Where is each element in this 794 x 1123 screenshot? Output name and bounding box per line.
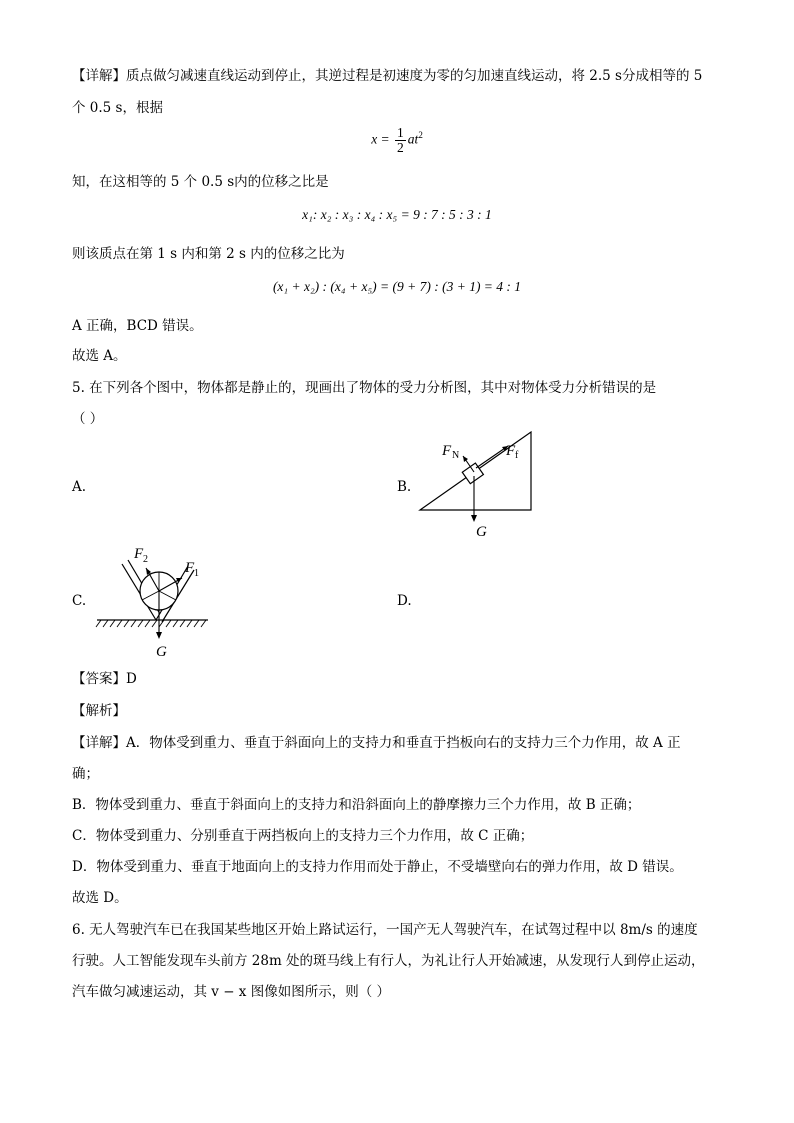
label-ff-sub: f [515,450,519,461]
q5-detail-b: B．物体受到重力、垂直于斜面向上的支持力和沿斜面向上的静摩擦力三个力作用，故 B 正确； [72,797,641,813]
q6-line3: 汽车做匀减速运动，其 v − x 图像如图所示，则（ ） [72,984,391,1000]
label-f1-sub: 1 [194,568,199,579]
q4-detail-line3: 知，在这相等的 5 个 0.5 s内的位移之比是 [72,174,329,190]
label-fn-sub: N [452,450,460,461]
q5-stem-line2: （ ） [72,411,104,427]
q6-line1: 6. 无人驾驶汽车已在我国某些地区开始上路试运行，一国产无人驾驶汽车，在试驾过程中以 8m/s 的速度 [72,922,698,938]
q5-detail-c: C．物体受到重力、分别垂直于两挡板向上的支持力三个力作用，故 C 正确； [72,828,534,844]
label-ff: F [506,443,516,459]
ground-hatching [96,620,206,627]
q4-detail-line1 [72,66,702,86]
option-c-label: C. [72,593,87,609]
q5-detail-a2: 确； [72,766,99,782]
block [462,463,483,484]
q4-detail-line5: A 正确，BCD 错误。 [72,318,203,334]
fraction-one-half: $\frac{1}{2}$ [397,125,404,155]
option-d-label: D. [397,593,412,609]
q5-conclusion: 故选 D。 [72,890,128,906]
label-g-b: G [476,524,487,540]
q5-detail-a1 [72,733,681,753]
detail-a-text: A．物体受到重力、垂直于斜面向上的支持力和垂直于挡板向右的支持力三个力作用，故 A 正 [126,735,681,751]
q5-answer [72,669,137,689]
q4-detail-line2: 个 0.5 s，根据 [72,100,163,116]
q5-analysis-tag: 【解析】 [72,703,126,719]
formula-displacement: x = $\frac{1}{2}$ $at^2$ [371,125,423,155]
q4-detail-line6: 故选 A。 [72,348,127,364]
label-g-c: G [156,644,167,660]
label-fn: F [442,443,452,459]
answer-value: D [126,671,137,687]
label-f1: F [185,560,195,576]
formula-ratio: x₁: x₂ : x₃ : x₄ : x₅ = 9 : 7 : 5 : 3 : 1 [302,207,492,222]
figure-c-ball [92,540,222,665]
option-b-label: B. [397,479,412,495]
q4-detail-line4: 则该质点在第 1 s 内和第 2 s 内的位移之比为 [72,246,345,262]
detail-tag: 【详解】 [72,735,126,751]
q5-stem-line1: 5. 在下列各个图中，物体都是静止的，现画出了物体的受力分析图，其中对物体受力分析错误的是 [72,380,657,396]
detail-text: 质点做匀减速直线运动到停止，其逆过程是初速度为零的匀加速直线运动，将 2.5 s分成相等的 5 [126,68,703,84]
label-f2-sub: 2 [143,554,148,565]
formula-sum-ratio: (x₁ + x₂) : (x₄ + x₅) = (9 + 7) : (3 + 1) = 4 : 1 [272,279,522,294]
detail-tag: 【详解】 [72,68,126,84]
q5-detail-d: D．物体受到重力、垂直于地面向上的支持力作用而处于静止，不受墙壁向右的弹力作用，故 D 错误。 [72,859,683,875]
option-a-label: A. [72,479,87,495]
q6-line2: 行驶。人工智能发现车头前方 28m 处的斑马线上有行人，为礼让行人开始减速，从发现行人到停止运动， [72,953,705,969]
answer-tag: 【答案】 [72,671,126,687]
figure-b-incline [410,430,550,545]
label-f2: F [134,546,144,562]
friction-force-arrow [476,446,508,468]
